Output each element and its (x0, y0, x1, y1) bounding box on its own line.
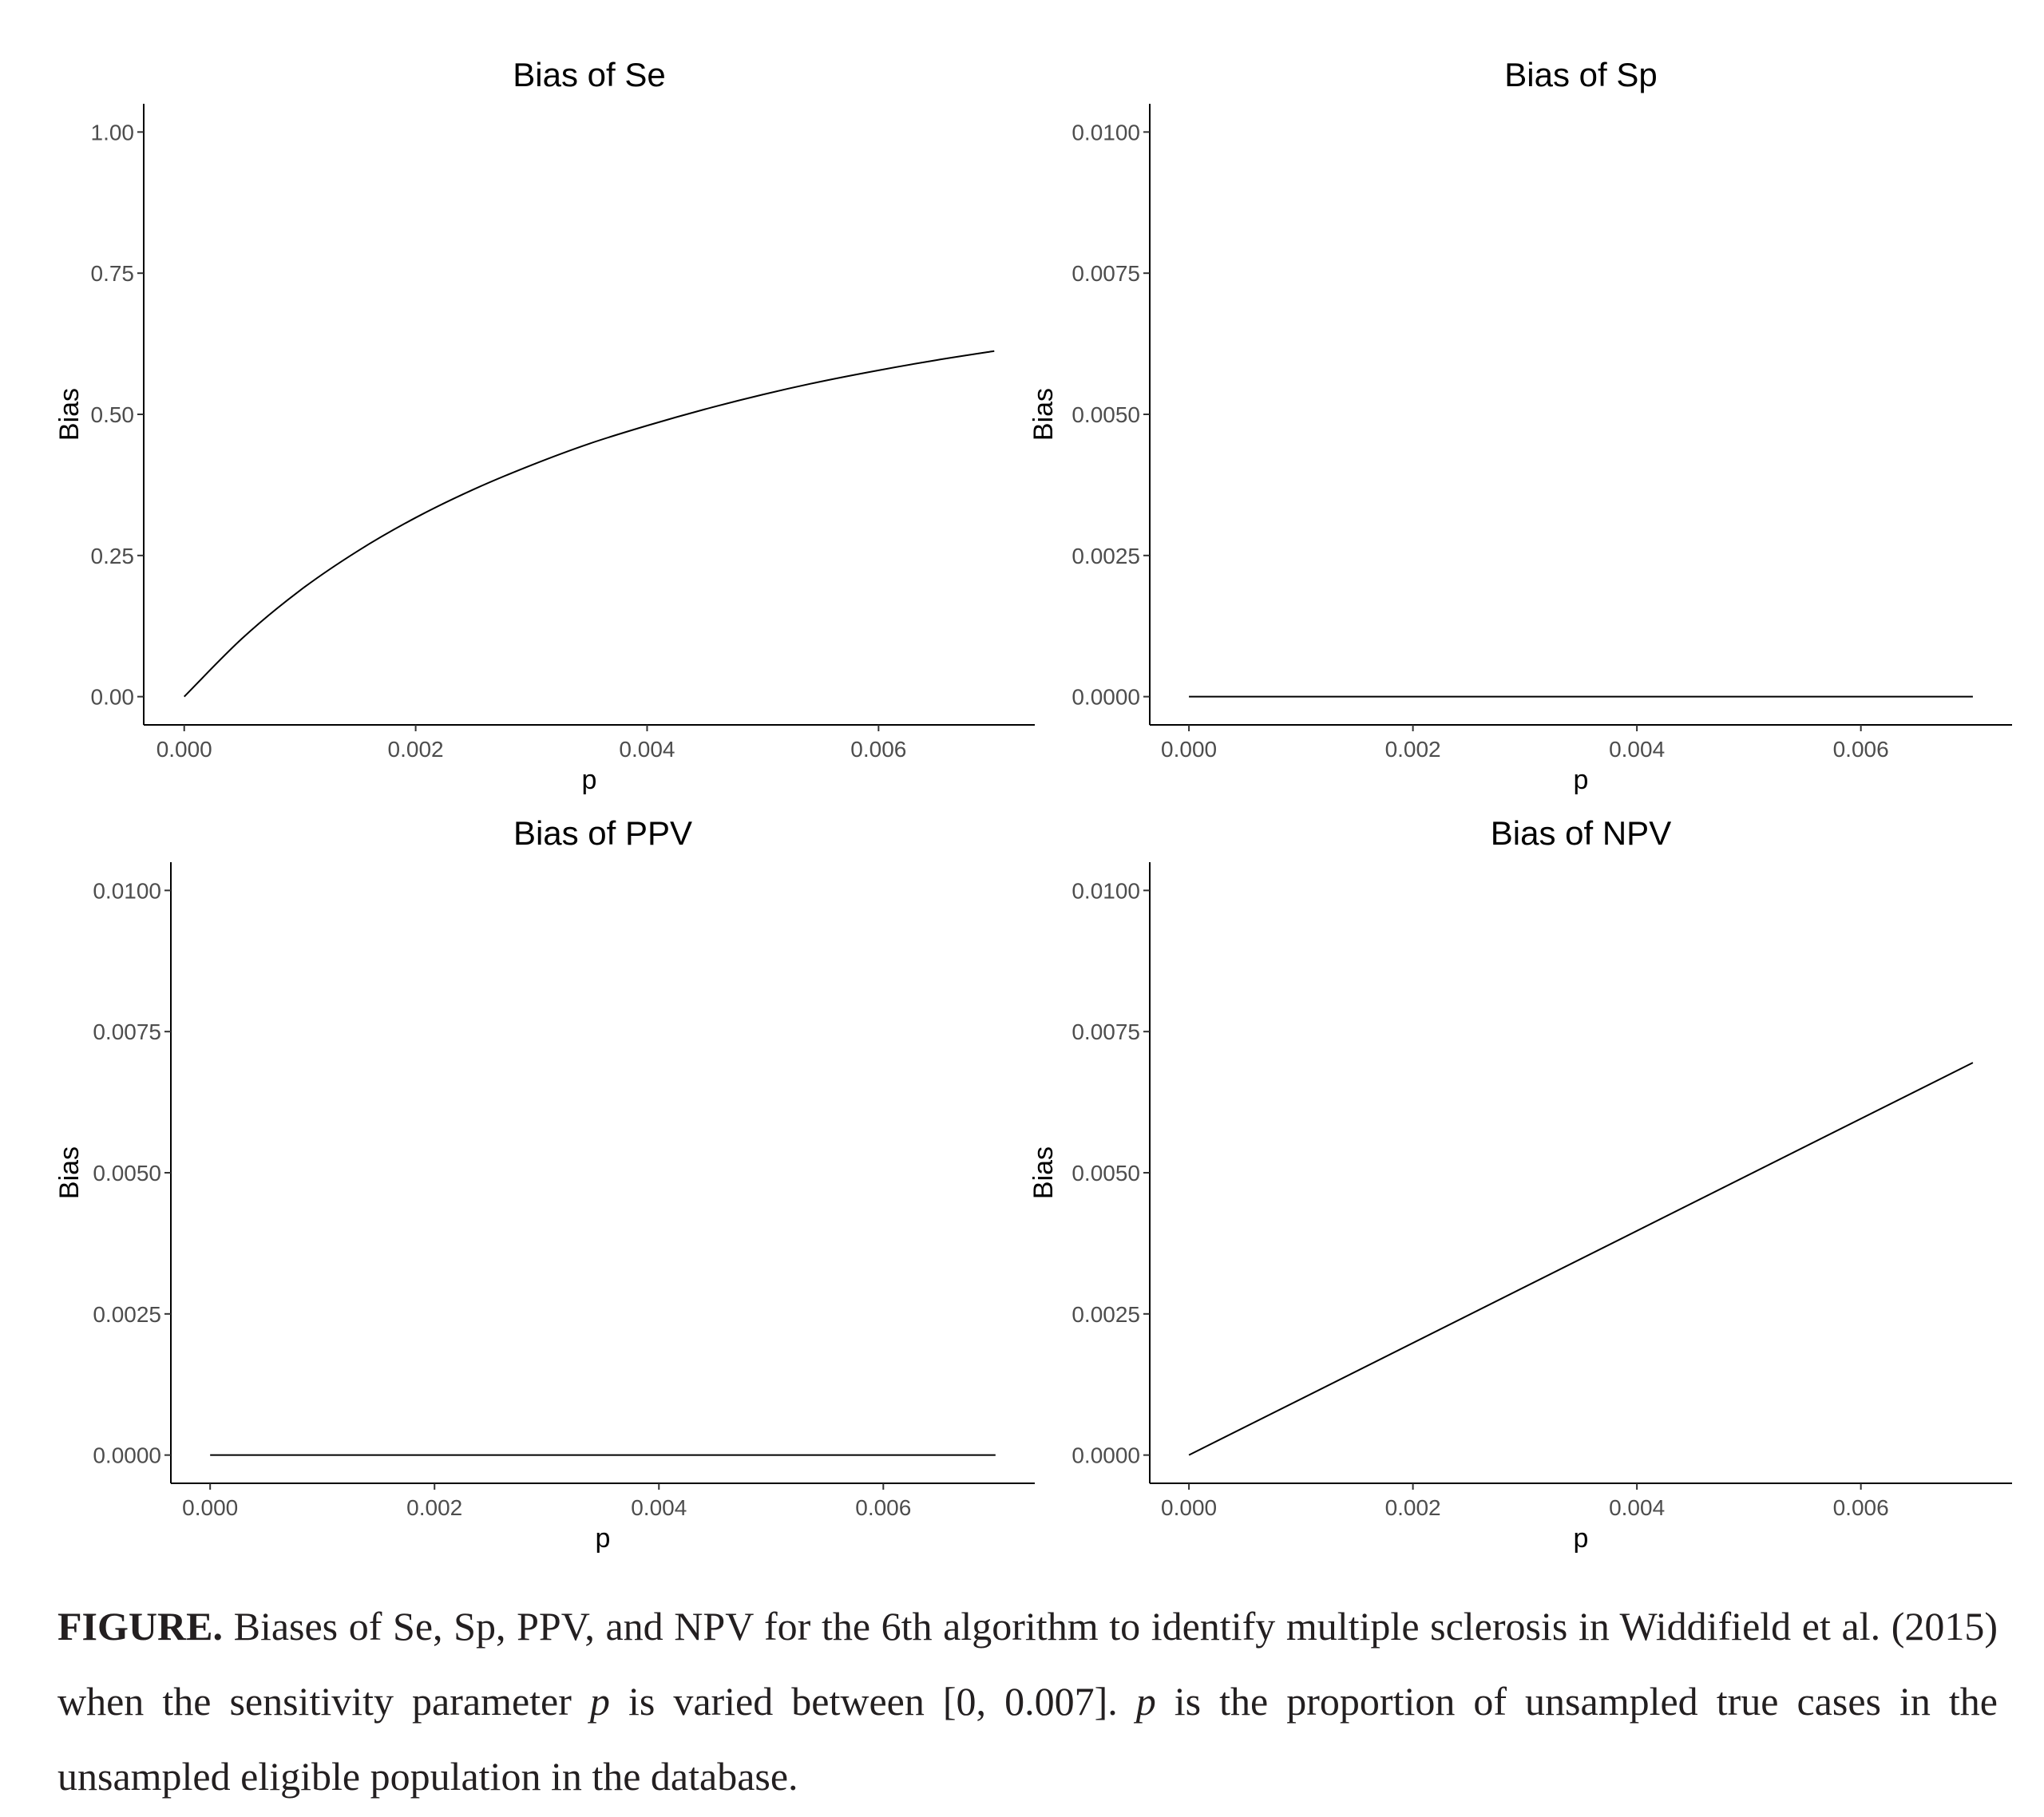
chart-ppv-y-tick-label: 0.0025 (93, 1301, 161, 1327)
chart-ppv-x-axis-label: p (595, 1523, 611, 1554)
chart-se-y-tick-label: 0.50 (90, 402, 134, 427)
chart-ppv-title: Bias of PPV (513, 814, 693, 852)
chart-ppv-y-tick-label: 0.0050 (93, 1161, 161, 1186)
caption-text-3: is the proportion of unsampled true cases in the unsampled eligible population in the database. (57, 1679, 1998, 1799)
chart-sp-x-tick-label: 0.002 (1384, 737, 1441, 762)
chart-se-title: Bias of Se (513, 56, 666, 93)
chart-se-y-tick-label: 0.25 (90, 543, 134, 568)
chart-sp-x-axis-label: p (1573, 765, 1589, 795)
chart-sp-x-tick-label: 0.004 (1609, 737, 1666, 762)
chart-ppv-x-tick-label: 0.000 (182, 1495, 239, 1520)
chart-npv-series-line (1189, 1063, 1973, 1455)
chart-npv-y-tick-label: 0.0050 (1072, 1161, 1140, 1186)
chart-se-series-line (184, 351, 995, 697)
caption-text-2: is varied between [0, 0.007]. (609, 1679, 1136, 1724)
chart-se-y-tick-label: 1.00 (90, 120, 134, 145)
chart-se-y-tick-label: 0.00 (90, 684, 134, 710)
chart-se-x-tick-label: 0.000 (156, 737, 212, 762)
chart-se-x-tick-label: 0.004 (619, 737, 675, 762)
chart-sp-x-tick-label: 0.000 (1161, 737, 1218, 762)
chart-se-x-tick-label: 0.002 (387, 737, 444, 762)
chart-sp-panel (1028, 56, 2012, 795)
chart-npv-y-tick-label: 0.0025 (1072, 1301, 1140, 1327)
caption-text-1: Biases of Se, Sp, PPV, and NPV for the 6th algorithm to identify multiple sclerosis in Widdifield et al. (2015) when the sensitivity parameter (57, 1604, 1998, 1724)
chart-npv-y-tick-label: 0.0075 (1072, 1019, 1140, 1045)
chart-se-x-tick-label: 0.006 (850, 737, 907, 762)
chart-ppv-x-tick-label: 0.006 (855, 1495, 912, 1520)
chart-sp-y-tick-label: 0.0025 (1072, 543, 1140, 568)
caption-label: FIGURE. (57, 1604, 223, 1649)
chart-npv-y-axis-label: Bias (1028, 1146, 1059, 1200)
chart-npv-y-tick-label: 0.0000 (1072, 1443, 1140, 1468)
chart-se-y-tick-label: 0.75 (90, 261, 134, 287)
chart-sp-y-axis-label: Bias (1028, 387, 1059, 441)
chart-se-panel (54, 56, 1035, 795)
chart-npv-x-tick-label: 0.002 (1384, 1495, 1441, 1520)
chart-npv-x-tick-label: 0.000 (1161, 1495, 1218, 1520)
chart-npv-x-axis-label: p (1573, 1523, 1589, 1554)
chart-npv-title: Bias of NPV (1490, 814, 1672, 852)
chart-sp-title: Bias of Sp (1504, 56, 1658, 93)
chart-sp-y-tick-label: 0.0050 (1072, 402, 1140, 427)
chart-npv-y-tick-label: 0.0100 (1072, 878, 1140, 904)
chart-sp-x-tick-label: 0.006 (1832, 737, 1889, 762)
chart-npv-x-tick-label: 0.004 (1609, 1495, 1666, 1520)
chart-se-x-axis-label: p (581, 765, 597, 795)
chart-ppv-x-tick-label: 0.004 (631, 1495, 687, 1520)
chart-ppv-y-tick-label: 0.0075 (93, 1019, 161, 1045)
chart-sp-y-tick-label: 0.0075 (1072, 261, 1140, 287)
chart-ppv-y-tick-label: 0.0000 (93, 1443, 161, 1468)
caption-p-1: p (589, 1679, 610, 1724)
chart-npv-x-tick-label: 0.006 (1832, 1495, 1889, 1520)
chart-ppv-y-tick-label: 0.0100 (93, 878, 161, 904)
figure-caption (57, 1589, 1998, 1814)
chart-ppv-panel (54, 814, 1035, 1554)
chart-sp-y-tick-label: 0.0000 (1072, 684, 1140, 710)
chart-npv-panel (1028, 814, 2012, 1554)
chart-ppv-x-tick-label: 0.002 (406, 1495, 463, 1520)
chart-sp-y-tick-label: 0.0100 (1072, 120, 1140, 145)
caption-p-2: p (1135, 1679, 1156, 1724)
chart-se-y-axis-label: Bias (54, 387, 85, 441)
chart-ppv-y-axis-label: Bias (54, 1146, 85, 1200)
